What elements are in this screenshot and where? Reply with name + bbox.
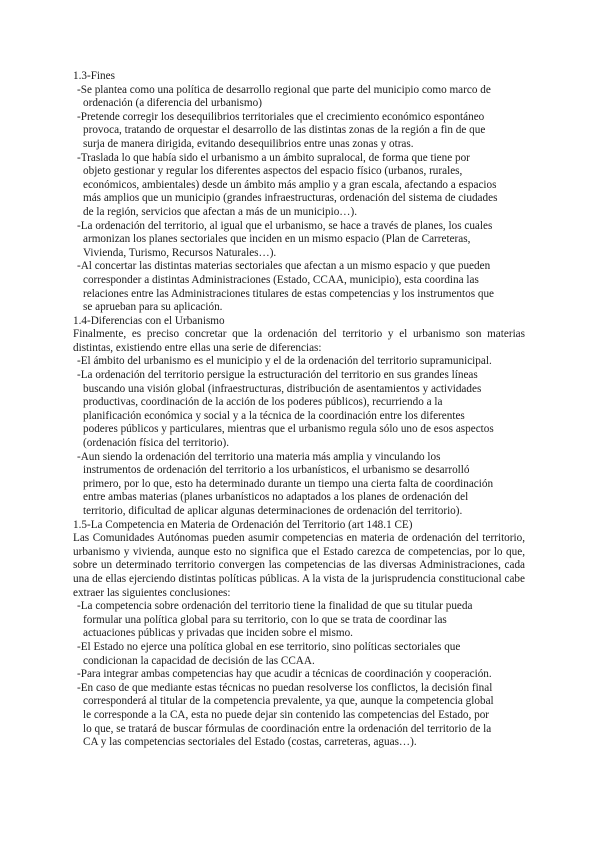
list-item: -La ordenación del territorio persigue la estructuración del territorio en sus grandes líneas buscando una visión global (infraestructuras, distribución de asentamientos y actividades productivas, coordinación de la acción de los poderes públicos), recurriendo a la planificación económica y social y a la técnica de la coordinación entre los diferentes poderes públicos y particulares, mientras que el urbanismo regula sólo uno de esos aspectos (ordenación física del territorio). <box>77 369 494 450</box>
list-item: -Pretende corregir los desequilibrios territoriales que el crecimiento económico espontáneo provoca, tratando de orquestar el desarrollo de las distintas zonas de la región a fin de que surja de manera dirigida, evitando desequilibrios entre unas zonas y otras. <box>77 110 486 150</box>
list-item: -En caso de que mediante estas técnicas no puedan resolverse los conflictos, la decisión final corresponderá al titular de la competencia prevalente, ya que, aunque la competencia global le corresponde a la CA, esta no puede dejar sin contenido las competencias del Estado, por lo que, se tratará de buscar fórmulas de coordinación entre la ordenación del territorio de la CA y las competencias sectoriales del Estado (costas, carreteras, aguas…). <box>77 681 494 749</box>
list-item: -El Estado no ejerce una política global en ese territorio, sino políticas sectoriales que condicionan la capacidad de decisión de las CCAA. <box>77 640 461 667</box>
section-intro: Las Comunidades Autónomas pueden asumir competencias en materia de ordenación del territorio, urbanismo y vivienda, aunque esto no significa que el Estado carezca de competencias, por lo que, sobre un determinado territorio convergen las competencias de las diversas Administraciones, cada una de ellas ejerciendo distintas políticas públicas. A la vista de la jurisprudencia constitucional cabe extraer las siguientes conclusiones: <box>73 532 525 599</box>
list-item: -Al concertar las distintas materias sectoriales que afectan a un mismo espacio y que pueden corresponder a distintas Administraciones (Estado, CCAA, municipio), esta coordina las relaciones entre las Administraciones titulares de estas competencias y los instrumentos que se aprueban para su aplicación. <box>77 260 495 314</box>
list-item: -Aun siendo la ordenación del territorio una materia más amplia y vinculando los instrumentos de ordenación del territorio a los urbanísticos, el urbanismo se desarrolló primero, por lo que, esto ha determinado durante un tiempo una cierta falta de coordinación entre ambas materias (planes urbanísticos no adaptados a los planes de ordenación del territorio, dificultad de aplicar algunas determinaciones de ordenación del territorio). <box>77 450 494 517</box>
section-heading-competencia: 1.5-La Competencia en Materia de Ordenación del Territorio (art 148.1 CE) <box>73 518 413 531</box>
list-item: -Traslada lo que había sido el urbanismo a un ámbito supralocal, de forma que tiene por objeto gestionar y regular los diferentes aspectos del espacio físico (urbanos, rurales, económicos, ambientales) desde un ámbito más amplio y a gran escala, afectando a espacios más amplios que un municipio (grandes infraestructuras, ordenación del sistema de ciudades de la región, servicios que afectan a más de un municipio…). <box>77 151 498 218</box>
section-intro: Finalmente, es preciso concretar que la ordenación del territorio y el urbanismo son materias distintas, existiendo entre ellas una serie de diferencias: <box>73 328 525 354</box>
list-item: -Para integrar ambas competencias hay que acudir a técnicas de coordinación y cooperación. <box>77 668 492 681</box>
section-heading-fines: 1.3-Fines <box>73 70 115 82</box>
section-heading-diferencias: 1.4-Diferencias con el Urbanismo <box>73 314 225 327</box>
document-page <box>73 70 525 750</box>
list-item: -El ámbito del urbanismo es el municipio y el de la ordenación del territorio supramunicipal. <box>77 355 492 368</box>
list-item: -Se plantea como una política de desarrollo regional que parte del municipio como marco de ordenación (a diferencia del urbanismo) <box>77 83 491 110</box>
list-item: -La ordenación del territorio, al igual que el urbanismo, se hace a través de planes, los cuales armonizan los planes sectoriales que inciden en un mismo espacio (Plan de Carreteras, Vivienda, Turismo, Recursos Naturales…). <box>77 219 493 259</box>
list-item: -La competencia sobre ordenación del territorio tiene la finalidad de que su titular pueda formular una política global para su territorio, con lo que se trata de coordinar las actuaciones públicas y privadas que inciden sobre el mismo. <box>77 600 473 640</box>
